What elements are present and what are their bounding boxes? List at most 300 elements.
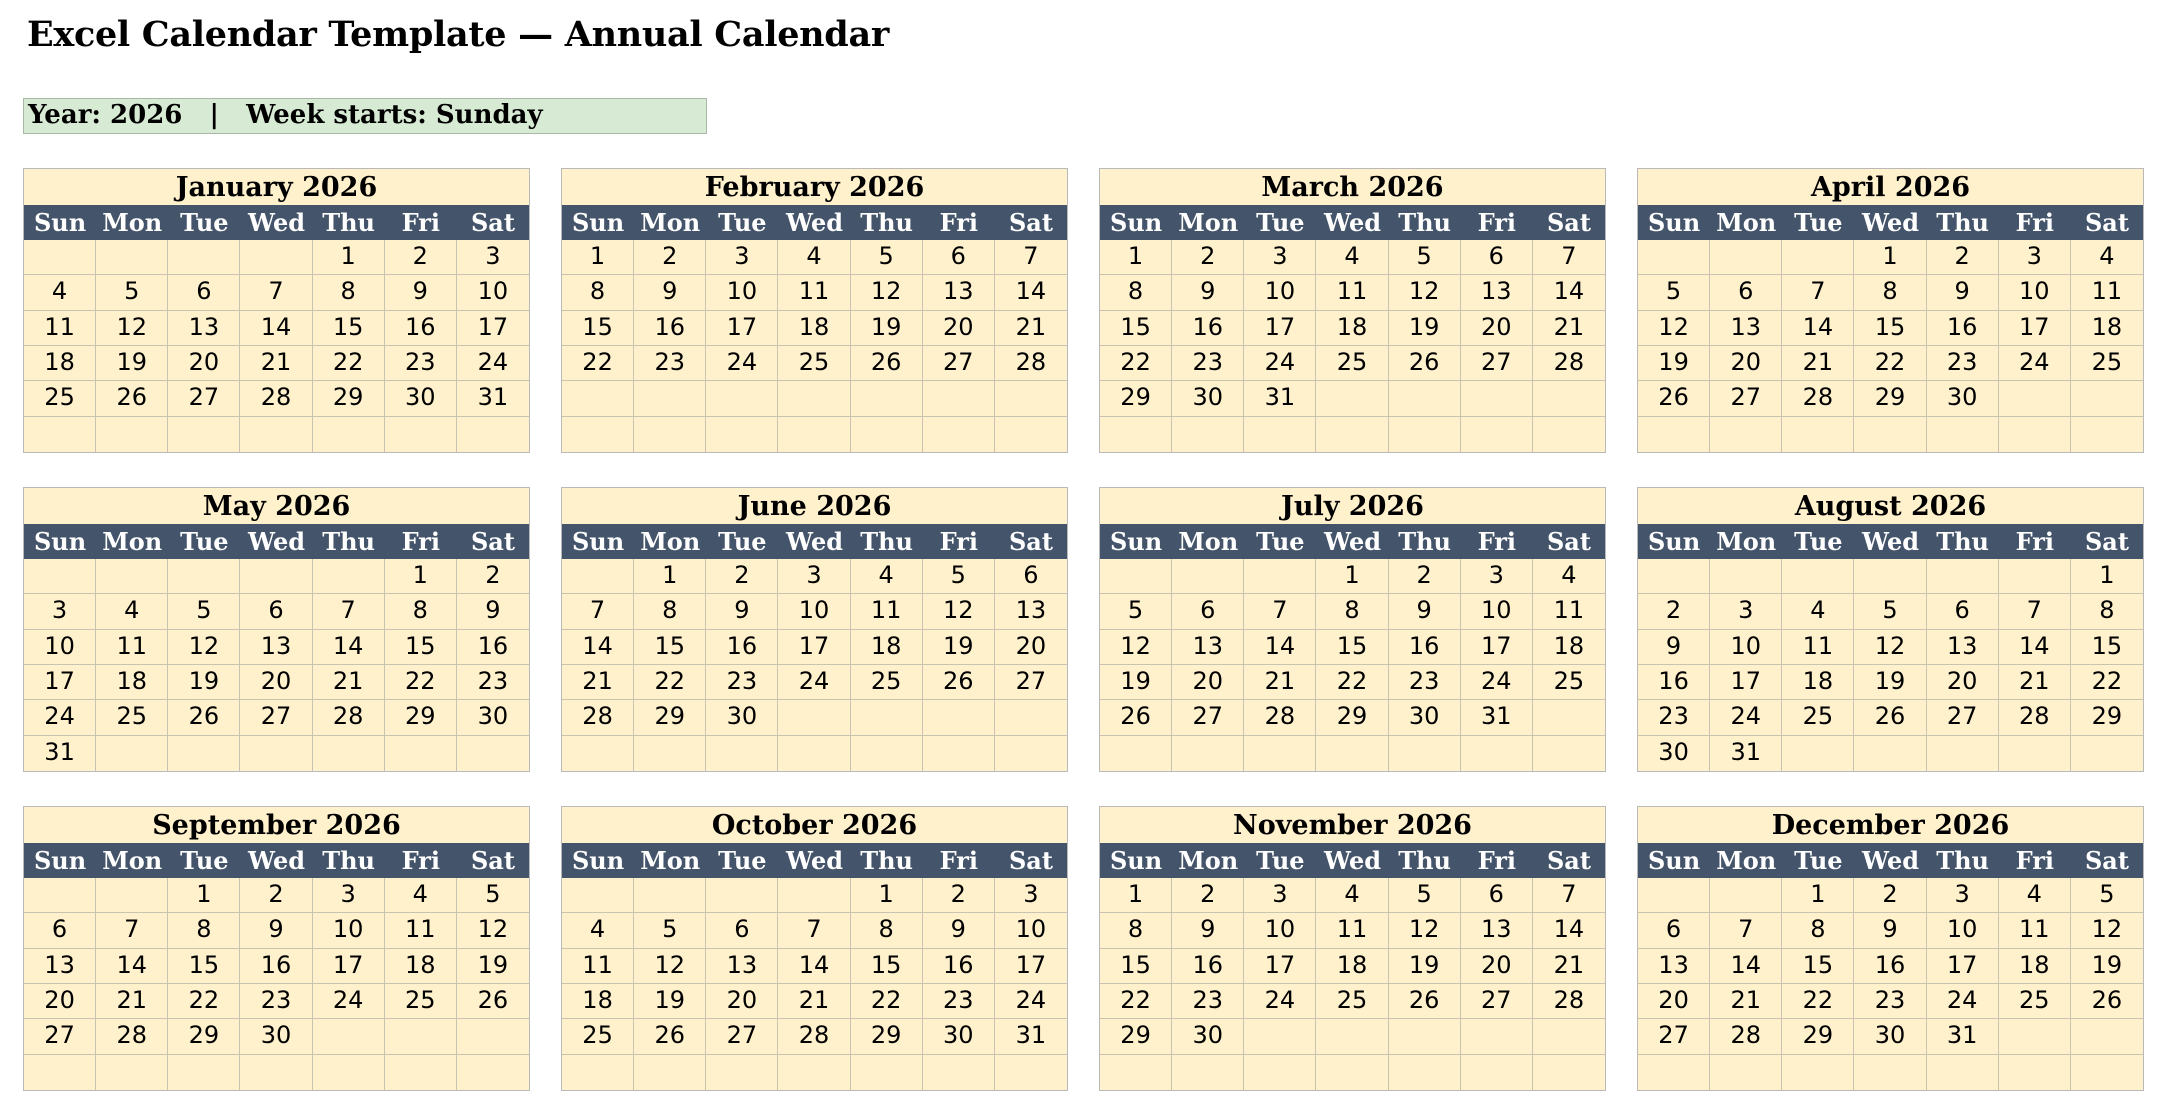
day-cell[interactable]: 10: [457, 275, 529, 310]
day-cell[interactable]: 21: [562, 665, 634, 700]
day-cell[interactable]: 4: [1999, 878, 2071, 913]
day-cell[interactable]: [995, 381, 1067, 416]
day-cell[interactable]: 12: [1854, 630, 1926, 665]
day-cell[interactable]: 28: [1782, 381, 1854, 416]
day-cell[interactable]: [1782, 240, 1854, 275]
day-cell[interactable]: 7: [240, 275, 312, 310]
day-cell[interactable]: 6: [995, 559, 1067, 594]
day-cell[interactable]: 29: [1100, 1019, 1172, 1054]
day-cell[interactable]: [96, 736, 168, 771]
day-cell[interactable]: [778, 700, 850, 735]
day-cell[interactable]: 30: [923, 1019, 995, 1054]
day-cell[interactable]: 8: [851, 913, 923, 948]
day-cell[interactable]: 21: [778, 984, 850, 1019]
day-cell[interactable]: [1533, 736, 1605, 771]
day-cell[interactable]: [313, 1055, 385, 1090]
day-cell[interactable]: 26: [457, 984, 529, 1019]
day-cell[interactable]: 9: [634, 275, 706, 310]
day-cell[interactable]: [168, 240, 240, 275]
day-cell[interactable]: 16: [1927, 311, 1999, 346]
day-cell[interactable]: 30: [1854, 1019, 1926, 1054]
day-cell[interactable]: 30: [1927, 381, 1999, 416]
day-cell[interactable]: 20: [995, 630, 1067, 665]
day-cell[interactable]: 17: [24, 665, 96, 700]
day-cell[interactable]: 8: [1316, 594, 1388, 629]
day-cell[interactable]: 26: [923, 665, 995, 700]
day-cell[interactable]: 23: [240, 984, 312, 1019]
day-cell[interactable]: 20: [240, 665, 312, 700]
day-cell[interactable]: 12: [634, 949, 706, 984]
day-cell[interactable]: 21: [1782, 346, 1854, 381]
day-cell[interactable]: 28: [778, 1019, 850, 1054]
day-cell[interactable]: 3: [24, 594, 96, 629]
day-cell[interactable]: [1316, 381, 1388, 416]
day-cell[interactable]: 27: [1710, 381, 1782, 416]
day-cell[interactable]: [706, 1055, 778, 1090]
day-cell[interactable]: 4: [851, 559, 923, 594]
day-cell[interactable]: [562, 736, 634, 771]
day-cell[interactable]: 5: [2071, 878, 2143, 913]
day-cell[interactable]: 17: [313, 949, 385, 984]
day-cell[interactable]: 23: [1927, 346, 1999, 381]
day-cell[interactable]: 13: [923, 275, 995, 310]
day-cell[interactable]: 4: [778, 240, 850, 275]
day-cell[interactable]: 24: [457, 346, 529, 381]
day-cell[interactable]: 30: [1172, 1019, 1244, 1054]
day-cell[interactable]: [1638, 417, 1710, 452]
day-cell[interactable]: 30: [385, 381, 457, 416]
day-cell[interactable]: [24, 240, 96, 275]
day-cell[interactable]: 25: [778, 346, 850, 381]
day-cell[interactable]: 6: [1172, 594, 1244, 629]
day-cell[interactable]: [995, 700, 1067, 735]
day-cell[interactable]: [851, 381, 923, 416]
day-cell[interactable]: 25: [96, 700, 168, 735]
day-cell[interactable]: [778, 736, 850, 771]
day-cell[interactable]: 1: [634, 559, 706, 594]
day-cell[interactable]: [562, 559, 634, 594]
day-cell[interactable]: 14: [778, 949, 850, 984]
day-cell[interactable]: 14: [1533, 275, 1605, 310]
day-cell[interactable]: 9: [240, 913, 312, 948]
day-cell[interactable]: 14: [1999, 630, 2071, 665]
day-cell[interactable]: 9: [706, 594, 778, 629]
day-cell[interactable]: 7: [1999, 594, 2071, 629]
day-cell[interactable]: [1927, 559, 1999, 594]
day-cell[interactable]: 10: [313, 913, 385, 948]
day-cell[interactable]: 21: [1533, 311, 1605, 346]
day-cell[interactable]: 22: [1854, 346, 1926, 381]
day-cell[interactable]: 25: [1316, 984, 1388, 1019]
day-cell[interactable]: 12: [2071, 913, 2143, 948]
day-cell[interactable]: 18: [1533, 630, 1605, 665]
day-cell[interactable]: [1461, 1055, 1533, 1090]
day-cell[interactable]: 27: [24, 1019, 96, 1054]
day-cell[interactable]: 3: [457, 240, 529, 275]
day-cell[interactable]: 8: [1100, 913, 1172, 948]
day-cell[interactable]: 17: [1244, 949, 1316, 984]
day-cell[interactable]: [778, 878, 850, 913]
day-cell[interactable]: 5: [634, 913, 706, 948]
day-cell[interactable]: 10: [1927, 913, 1999, 948]
day-cell[interactable]: 16: [457, 630, 529, 665]
day-cell[interactable]: 18: [1316, 949, 1388, 984]
day-cell[interactable]: 23: [1172, 346, 1244, 381]
day-cell[interactable]: [1100, 1055, 1172, 1090]
day-cell[interactable]: 3: [1244, 878, 1316, 913]
day-cell[interactable]: 29: [313, 381, 385, 416]
day-cell[interactable]: 23: [457, 665, 529, 700]
day-cell[interactable]: [385, 417, 457, 452]
day-cell[interactable]: [1100, 736, 1172, 771]
day-cell[interactable]: 17: [1999, 311, 2071, 346]
day-cell[interactable]: [313, 736, 385, 771]
day-cell[interactable]: [1710, 1055, 1782, 1090]
day-cell[interactable]: 3: [706, 240, 778, 275]
day-cell[interactable]: 12: [1389, 913, 1461, 948]
day-cell[interactable]: 15: [1316, 630, 1388, 665]
day-cell[interactable]: 27: [168, 381, 240, 416]
day-cell[interactable]: 2: [1638, 594, 1710, 629]
day-cell[interactable]: 26: [168, 700, 240, 735]
day-cell[interactable]: [923, 381, 995, 416]
day-cell[interactable]: 8: [1100, 275, 1172, 310]
day-cell[interactable]: 22: [1100, 984, 1172, 1019]
day-cell[interactable]: [1461, 1019, 1533, 1054]
day-cell[interactable]: 6: [923, 240, 995, 275]
day-cell[interactable]: [2071, 1019, 2143, 1054]
day-cell[interactable]: [457, 1019, 529, 1054]
day-cell[interactable]: 10: [995, 913, 1067, 948]
day-cell[interactable]: 29: [851, 1019, 923, 1054]
day-cell[interactable]: 15: [1100, 949, 1172, 984]
day-cell[interactable]: [1244, 736, 1316, 771]
day-cell[interactable]: 4: [24, 275, 96, 310]
day-cell[interactable]: 27: [995, 665, 1067, 700]
day-cell[interactable]: [1999, 381, 2071, 416]
day-cell[interactable]: [706, 381, 778, 416]
day-cell[interactable]: [24, 559, 96, 594]
day-cell[interactable]: 1: [1782, 878, 1854, 913]
day-cell[interactable]: 21: [96, 984, 168, 1019]
day-cell[interactable]: 27: [1927, 700, 1999, 735]
day-cell[interactable]: 3: [1999, 240, 2071, 275]
day-cell[interactable]: 25: [1782, 700, 1854, 735]
day-cell[interactable]: 14: [995, 275, 1067, 310]
day-cell[interactable]: [2071, 736, 2143, 771]
day-cell[interactable]: [923, 736, 995, 771]
day-cell[interactable]: 6: [24, 913, 96, 948]
day-cell[interactable]: 14: [1533, 913, 1605, 948]
day-cell[interactable]: 7: [562, 594, 634, 629]
day-cell[interactable]: 30: [1389, 700, 1461, 735]
day-cell[interactable]: [634, 381, 706, 416]
day-cell[interactable]: 4: [1782, 594, 1854, 629]
day-cell[interactable]: 15: [168, 949, 240, 984]
day-cell[interactable]: 1: [2071, 559, 2143, 594]
day-cell[interactable]: 2: [385, 240, 457, 275]
day-cell[interactable]: 19: [1389, 949, 1461, 984]
day-cell[interactable]: 25: [562, 1019, 634, 1054]
day-cell[interactable]: 2: [457, 559, 529, 594]
day-cell[interactable]: 21: [1710, 984, 1782, 1019]
day-cell[interactable]: 10: [706, 275, 778, 310]
day-cell[interactable]: [1461, 417, 1533, 452]
day-cell[interactable]: 18: [2071, 311, 2143, 346]
day-cell[interactable]: [1927, 736, 1999, 771]
day-cell[interactable]: [1461, 736, 1533, 771]
day-cell[interactable]: 3: [778, 559, 850, 594]
day-cell[interactable]: 2: [1389, 559, 1461, 594]
day-cell[interactable]: 18: [1999, 949, 2071, 984]
day-cell[interactable]: [706, 736, 778, 771]
day-cell[interactable]: 20: [1927, 665, 1999, 700]
day-cell[interactable]: 7: [778, 913, 850, 948]
day-cell[interactable]: 13: [240, 630, 312, 665]
day-cell[interactable]: 18: [851, 630, 923, 665]
day-cell[interactable]: 20: [1638, 984, 1710, 1019]
day-cell[interactable]: [1999, 1055, 2071, 1090]
day-cell[interactable]: 8: [562, 275, 634, 310]
day-cell[interactable]: 28: [313, 700, 385, 735]
day-cell[interactable]: 27: [1461, 346, 1533, 381]
day-cell[interactable]: 16: [1172, 311, 1244, 346]
day-cell[interactable]: [96, 559, 168, 594]
day-cell[interactable]: 14: [1244, 630, 1316, 665]
day-cell[interactable]: 2: [634, 240, 706, 275]
day-cell[interactable]: 21: [240, 346, 312, 381]
day-cell[interactable]: 11: [1533, 594, 1605, 629]
day-cell[interactable]: 22: [851, 984, 923, 1019]
day-cell[interactable]: 23: [923, 984, 995, 1019]
day-cell[interactable]: [778, 1055, 850, 1090]
day-cell[interactable]: 15: [313, 311, 385, 346]
day-cell[interactable]: 9: [385, 275, 457, 310]
day-cell[interactable]: [313, 559, 385, 594]
day-cell[interactable]: 13: [1710, 311, 1782, 346]
day-cell[interactable]: 19: [1389, 311, 1461, 346]
day-cell[interactable]: 19: [1638, 346, 1710, 381]
day-cell[interactable]: 11: [1999, 913, 2071, 948]
day-cell[interactable]: 23: [1389, 665, 1461, 700]
day-cell[interactable]: 15: [634, 630, 706, 665]
day-cell[interactable]: [1316, 736, 1388, 771]
day-cell[interactable]: [1533, 1055, 1605, 1090]
day-cell[interactable]: [778, 381, 850, 416]
day-cell[interactable]: 24: [1244, 346, 1316, 381]
day-cell[interactable]: 17: [778, 630, 850, 665]
day-cell[interactable]: 14: [240, 311, 312, 346]
day-cell[interactable]: 3: [995, 878, 1067, 913]
day-cell[interactable]: 20: [24, 984, 96, 1019]
day-cell[interactable]: 5: [168, 594, 240, 629]
day-cell[interactable]: 25: [1533, 665, 1605, 700]
day-cell[interactable]: 12: [1389, 275, 1461, 310]
day-cell[interactable]: 7: [995, 240, 1067, 275]
day-cell[interactable]: 12: [923, 594, 995, 629]
day-cell[interactable]: 7: [1710, 913, 1782, 948]
day-cell[interactable]: 26: [96, 381, 168, 416]
day-cell[interactable]: 6: [1638, 913, 1710, 948]
day-cell[interactable]: 19: [1100, 665, 1172, 700]
day-cell[interactable]: [851, 700, 923, 735]
day-cell[interactable]: 19: [1854, 665, 1926, 700]
day-cell[interactable]: 27: [923, 346, 995, 381]
day-cell[interactable]: 16: [923, 949, 995, 984]
day-cell[interactable]: 19: [634, 984, 706, 1019]
day-cell[interactable]: 1: [313, 240, 385, 275]
day-cell[interactable]: [1927, 1055, 1999, 1090]
day-cell[interactable]: 31: [995, 1019, 1067, 1054]
day-cell[interactable]: 30: [240, 1019, 312, 1054]
day-cell[interactable]: 13: [168, 311, 240, 346]
day-cell[interactable]: 7: [1244, 594, 1316, 629]
day-cell[interactable]: 11: [24, 311, 96, 346]
day-cell[interactable]: 2: [240, 878, 312, 913]
day-cell[interactable]: 18: [385, 949, 457, 984]
day-cell[interactable]: 6: [1710, 275, 1782, 310]
day-cell[interactable]: [706, 417, 778, 452]
day-cell[interactable]: 11: [1316, 275, 1388, 310]
day-cell[interactable]: [634, 417, 706, 452]
day-cell[interactable]: 16: [634, 311, 706, 346]
day-cell[interactable]: 29: [1100, 381, 1172, 416]
day-cell[interactable]: 5: [1638, 275, 1710, 310]
day-cell[interactable]: [1389, 417, 1461, 452]
day-cell[interactable]: 26: [1854, 700, 1926, 735]
day-cell[interactable]: 29: [634, 700, 706, 735]
day-cell[interactable]: 25: [385, 984, 457, 1019]
day-cell[interactable]: 20: [1461, 311, 1533, 346]
day-cell[interactable]: 25: [1316, 346, 1388, 381]
day-cell[interactable]: 18: [1782, 665, 1854, 700]
day-cell[interactable]: [1782, 1055, 1854, 1090]
day-cell[interactable]: 24: [1927, 984, 1999, 1019]
day-cell[interactable]: 20: [923, 311, 995, 346]
day-cell[interactable]: 13: [1927, 630, 1999, 665]
day-cell[interactable]: [1999, 1019, 2071, 1054]
day-cell[interactable]: 28: [240, 381, 312, 416]
day-cell[interactable]: [1244, 559, 1316, 594]
day-cell[interactable]: 5: [923, 559, 995, 594]
day-cell[interactable]: 13: [1461, 275, 1533, 310]
day-cell[interactable]: 10: [1999, 275, 2071, 310]
day-cell[interactable]: 24: [24, 700, 96, 735]
day-cell[interactable]: 6: [240, 594, 312, 629]
day-cell[interactable]: 26: [1389, 346, 1461, 381]
day-cell[interactable]: 17: [706, 311, 778, 346]
day-cell[interactable]: [923, 1055, 995, 1090]
day-cell[interactable]: 1: [168, 878, 240, 913]
day-cell[interactable]: 24: [706, 346, 778, 381]
day-cell[interactable]: 9: [1927, 275, 1999, 310]
day-cell[interactable]: 25: [851, 665, 923, 700]
day-cell[interactable]: 6: [168, 275, 240, 310]
day-cell[interactable]: [96, 1055, 168, 1090]
day-cell[interactable]: [96, 878, 168, 913]
day-cell[interactable]: 16: [1854, 949, 1926, 984]
day-cell[interactable]: 8: [313, 275, 385, 310]
day-cell[interactable]: 13: [1172, 630, 1244, 665]
day-cell[interactable]: [1710, 559, 1782, 594]
day-cell[interactable]: 21: [313, 665, 385, 700]
day-cell[interactable]: [1638, 1055, 1710, 1090]
day-cell[interactable]: 30: [706, 700, 778, 735]
day-cell[interactable]: 12: [1638, 311, 1710, 346]
day-cell[interactable]: 2: [1854, 878, 1926, 913]
day-cell[interactable]: 6: [1927, 594, 1999, 629]
day-cell[interactable]: 24: [995, 984, 1067, 1019]
day-cell[interactable]: 13: [995, 594, 1067, 629]
day-cell[interactable]: [457, 417, 529, 452]
day-cell[interactable]: [1172, 736, 1244, 771]
day-cell[interactable]: 13: [706, 949, 778, 984]
day-cell[interactable]: [1854, 736, 1926, 771]
day-cell[interactable]: 7: [96, 913, 168, 948]
day-cell[interactable]: 20: [168, 346, 240, 381]
day-cell[interactable]: 29: [1316, 700, 1388, 735]
day-cell[interactable]: 8: [1782, 913, 1854, 948]
day-cell[interactable]: 17: [1710, 665, 1782, 700]
day-cell[interactable]: [1854, 1055, 1926, 1090]
day-cell[interactable]: 24: [313, 984, 385, 1019]
day-cell[interactable]: 14: [1782, 311, 1854, 346]
day-cell[interactable]: 14: [562, 630, 634, 665]
day-cell[interactable]: [24, 1055, 96, 1090]
day-cell[interactable]: [1389, 381, 1461, 416]
day-cell[interactable]: [1533, 1019, 1605, 1054]
day-cell[interactable]: [1999, 417, 2071, 452]
day-cell[interactable]: [562, 417, 634, 452]
day-cell[interactable]: [168, 1055, 240, 1090]
day-cell[interactable]: [457, 736, 529, 771]
day-cell[interactable]: 26: [1100, 700, 1172, 735]
day-cell[interactable]: 22: [168, 984, 240, 1019]
day-cell[interactable]: [2071, 381, 2143, 416]
day-cell[interactable]: 1: [385, 559, 457, 594]
day-cell[interactable]: 26: [1638, 381, 1710, 416]
day-cell[interactable]: [1854, 559, 1926, 594]
day-cell[interactable]: 9: [1172, 275, 1244, 310]
day-cell[interactable]: 17: [1461, 630, 1533, 665]
day-cell[interactable]: 29: [385, 700, 457, 735]
day-cell[interactable]: 20: [706, 984, 778, 1019]
day-cell[interactable]: [2071, 1055, 2143, 1090]
day-cell[interactable]: 13: [24, 949, 96, 984]
day-cell[interactable]: [1172, 417, 1244, 452]
day-cell[interactable]: 26: [851, 346, 923, 381]
day-cell[interactable]: 24: [1999, 346, 2071, 381]
day-cell[interactable]: 13: [1461, 913, 1533, 948]
day-cell[interactable]: [96, 240, 168, 275]
day-cell[interactable]: 5: [851, 240, 923, 275]
day-cell[interactable]: 5: [96, 275, 168, 310]
day-cell[interactable]: 28: [1533, 346, 1605, 381]
day-cell[interactable]: [1782, 417, 1854, 452]
day-cell[interactable]: 15: [1100, 311, 1172, 346]
day-cell[interactable]: [851, 1055, 923, 1090]
day-cell[interactable]: 31: [1710, 736, 1782, 771]
day-cell[interactable]: 19: [923, 630, 995, 665]
day-cell[interactable]: 22: [1782, 984, 1854, 1019]
day-cell[interactable]: 24: [778, 665, 850, 700]
day-cell[interactable]: 28: [1533, 984, 1605, 1019]
day-cell[interactable]: 14: [96, 949, 168, 984]
day-cell[interactable]: 15: [1854, 311, 1926, 346]
day-cell[interactable]: 28: [1999, 700, 2071, 735]
day-cell[interactable]: [1316, 1055, 1388, 1090]
day-cell[interactable]: 12: [1100, 630, 1172, 665]
